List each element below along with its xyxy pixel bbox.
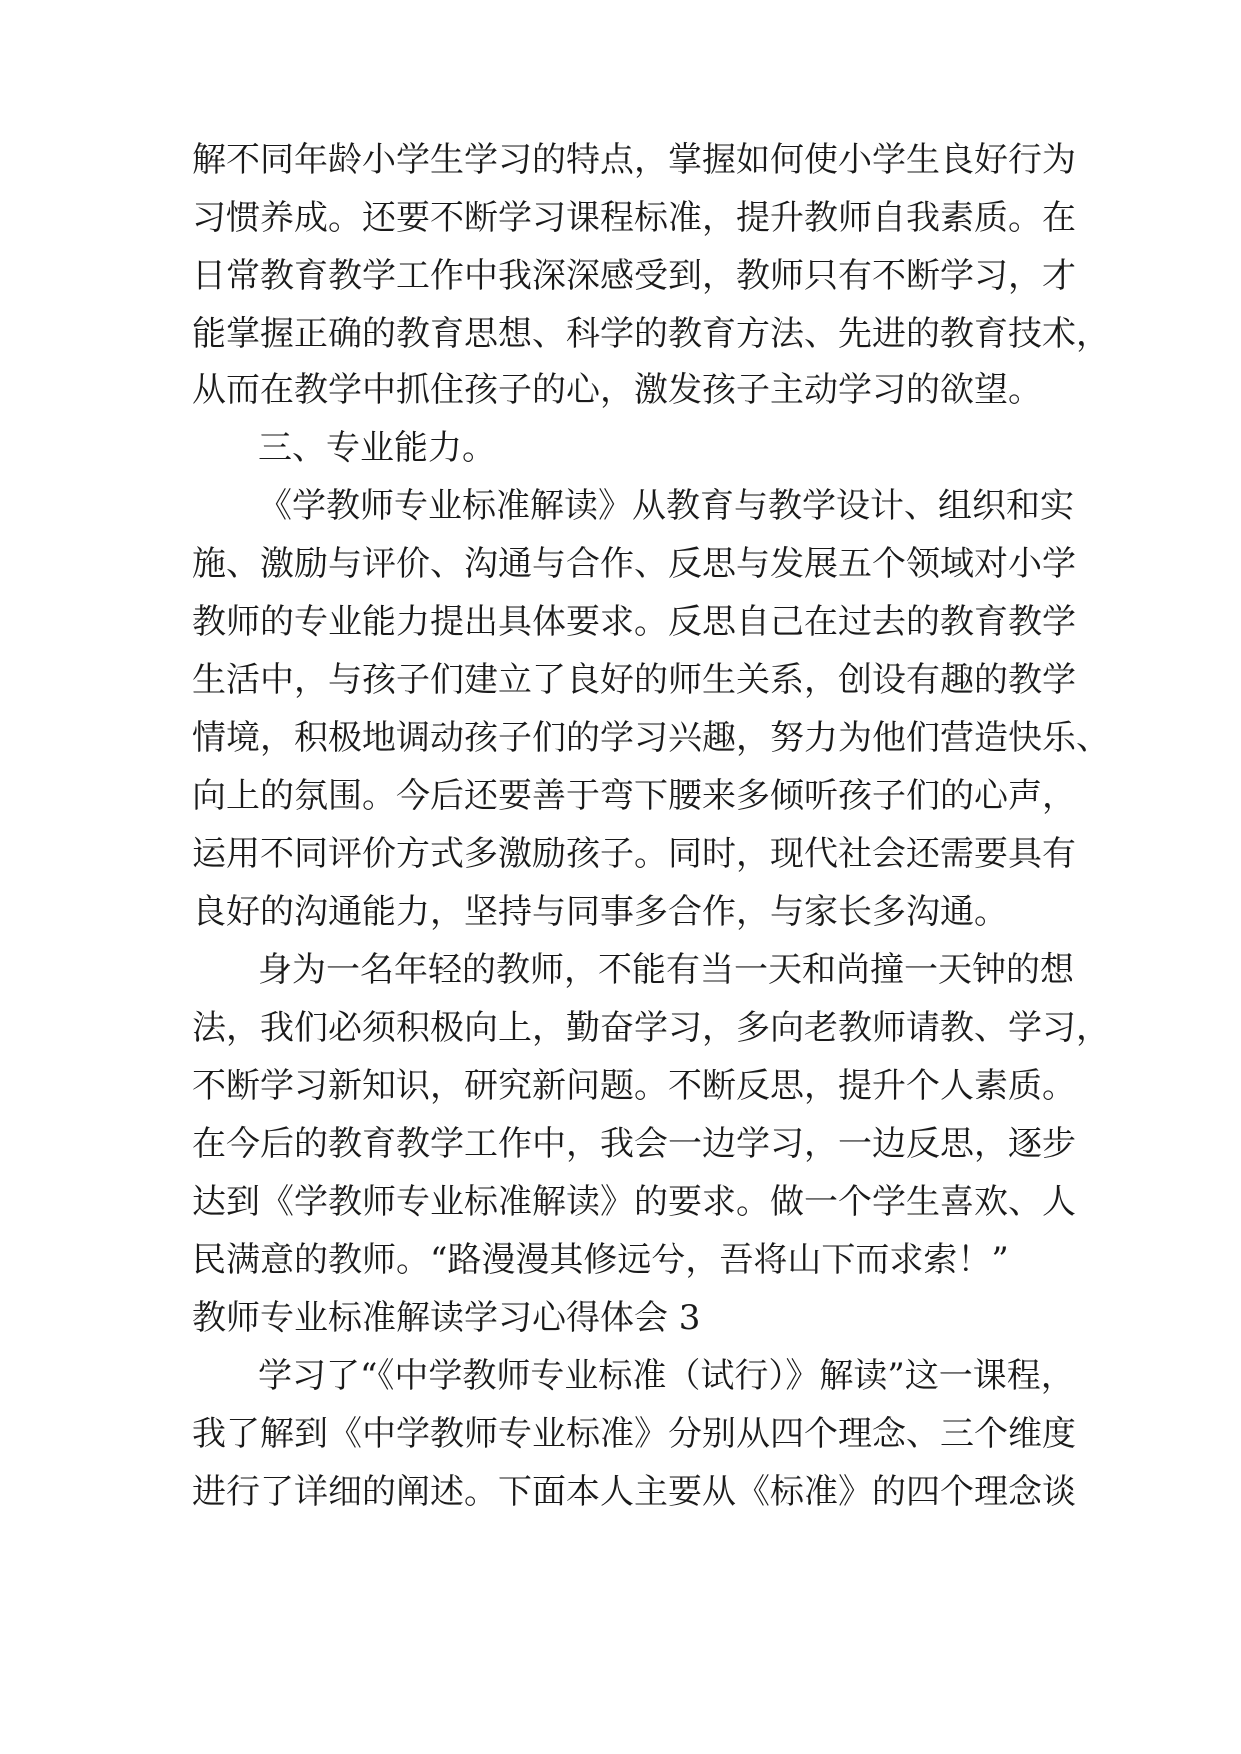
text-line: 教师的专业能力提出具体要求。反思自己在过去的教育教学: [192, 602, 1076, 642]
text-line: 法，我们必须积极向上，勤奋学习，多向老教师请教、学习，: [192, 1008, 1110, 1048]
text-line: 进行了详细的阐述。下面本人主要从《标准》的四个理念谈: [192, 1472, 1076, 1512]
text-line: 在今后的教育教学工作中，我会一边学习，一边反思，逐步: [192, 1124, 1076, 1164]
text-line: 民满意的教师。“路漫漫其修远兮，吾将山下而求索！”: [192, 1240, 1009, 1280]
text-line: 习惯养成。还要不断学习课程标准，提升教师自我素质。在: [192, 198, 1076, 238]
text-line: 达到《学教师专业标准解读》的要求。做一个学生喜欢、人: [192, 1182, 1076, 1222]
text-line: 《学教师专业标准解读》从教育与教学设计、组织和实: [258, 486, 1074, 526]
text-line: 三、专业能力。: [258, 428, 496, 468]
text-line: 日常教育教学工作中我深深感受到，教师只有不断学习，才: [192, 256, 1076, 296]
text-line: 能掌握正确的教育思想、科学的教育方法、先进的教育技术，: [192, 314, 1110, 354]
text-line: 不断学习新知识，研究新问题。不断反思，提升个人素质。: [192, 1066, 1076, 1106]
text-line: 良好的沟通能力，坚持与同事多合作，与家长多沟通。: [192, 892, 1008, 932]
text-line: 身为一名年轻的教师，不能有当一天和尚撞一天钟的想: [258, 950, 1074, 990]
text-line: 我了解到《中学教师专业标准》分别从四个理念、三个维度: [192, 1414, 1076, 1454]
text-line: 生活中，与孩子们建立了良好的师生关系，创设有趣的教学: [192, 660, 1076, 700]
text-line: 从而在教学中抓住孩子的心，激发孩子主动学习的欲望。: [192, 370, 1042, 410]
text-line: 解不同年龄小学生学习的特点，掌握如何使小学生良好行为: [192, 140, 1076, 180]
text-line: 情境，积极地调动孩子们的学习兴趣，努力为他们营造快乐、: [192, 718, 1110, 758]
text-line: 运用不同评价方式多激励孩子。同时，现代社会还需要具有: [192, 834, 1076, 874]
text-line: 向上的氛围。今后还要善于弯下腰来多倾听孩子们的心声，: [192, 776, 1076, 816]
text-line: 施、激励与评价、沟通与合作、反思与发展五个领域对小学: [192, 544, 1076, 584]
text-line: 教师专业标准解读学习心得体会 3: [192, 1298, 701, 1338]
text-line: 学习了“《中学教师专业标准（试行）》解读”这一课程，: [258, 1356, 1075, 1396]
